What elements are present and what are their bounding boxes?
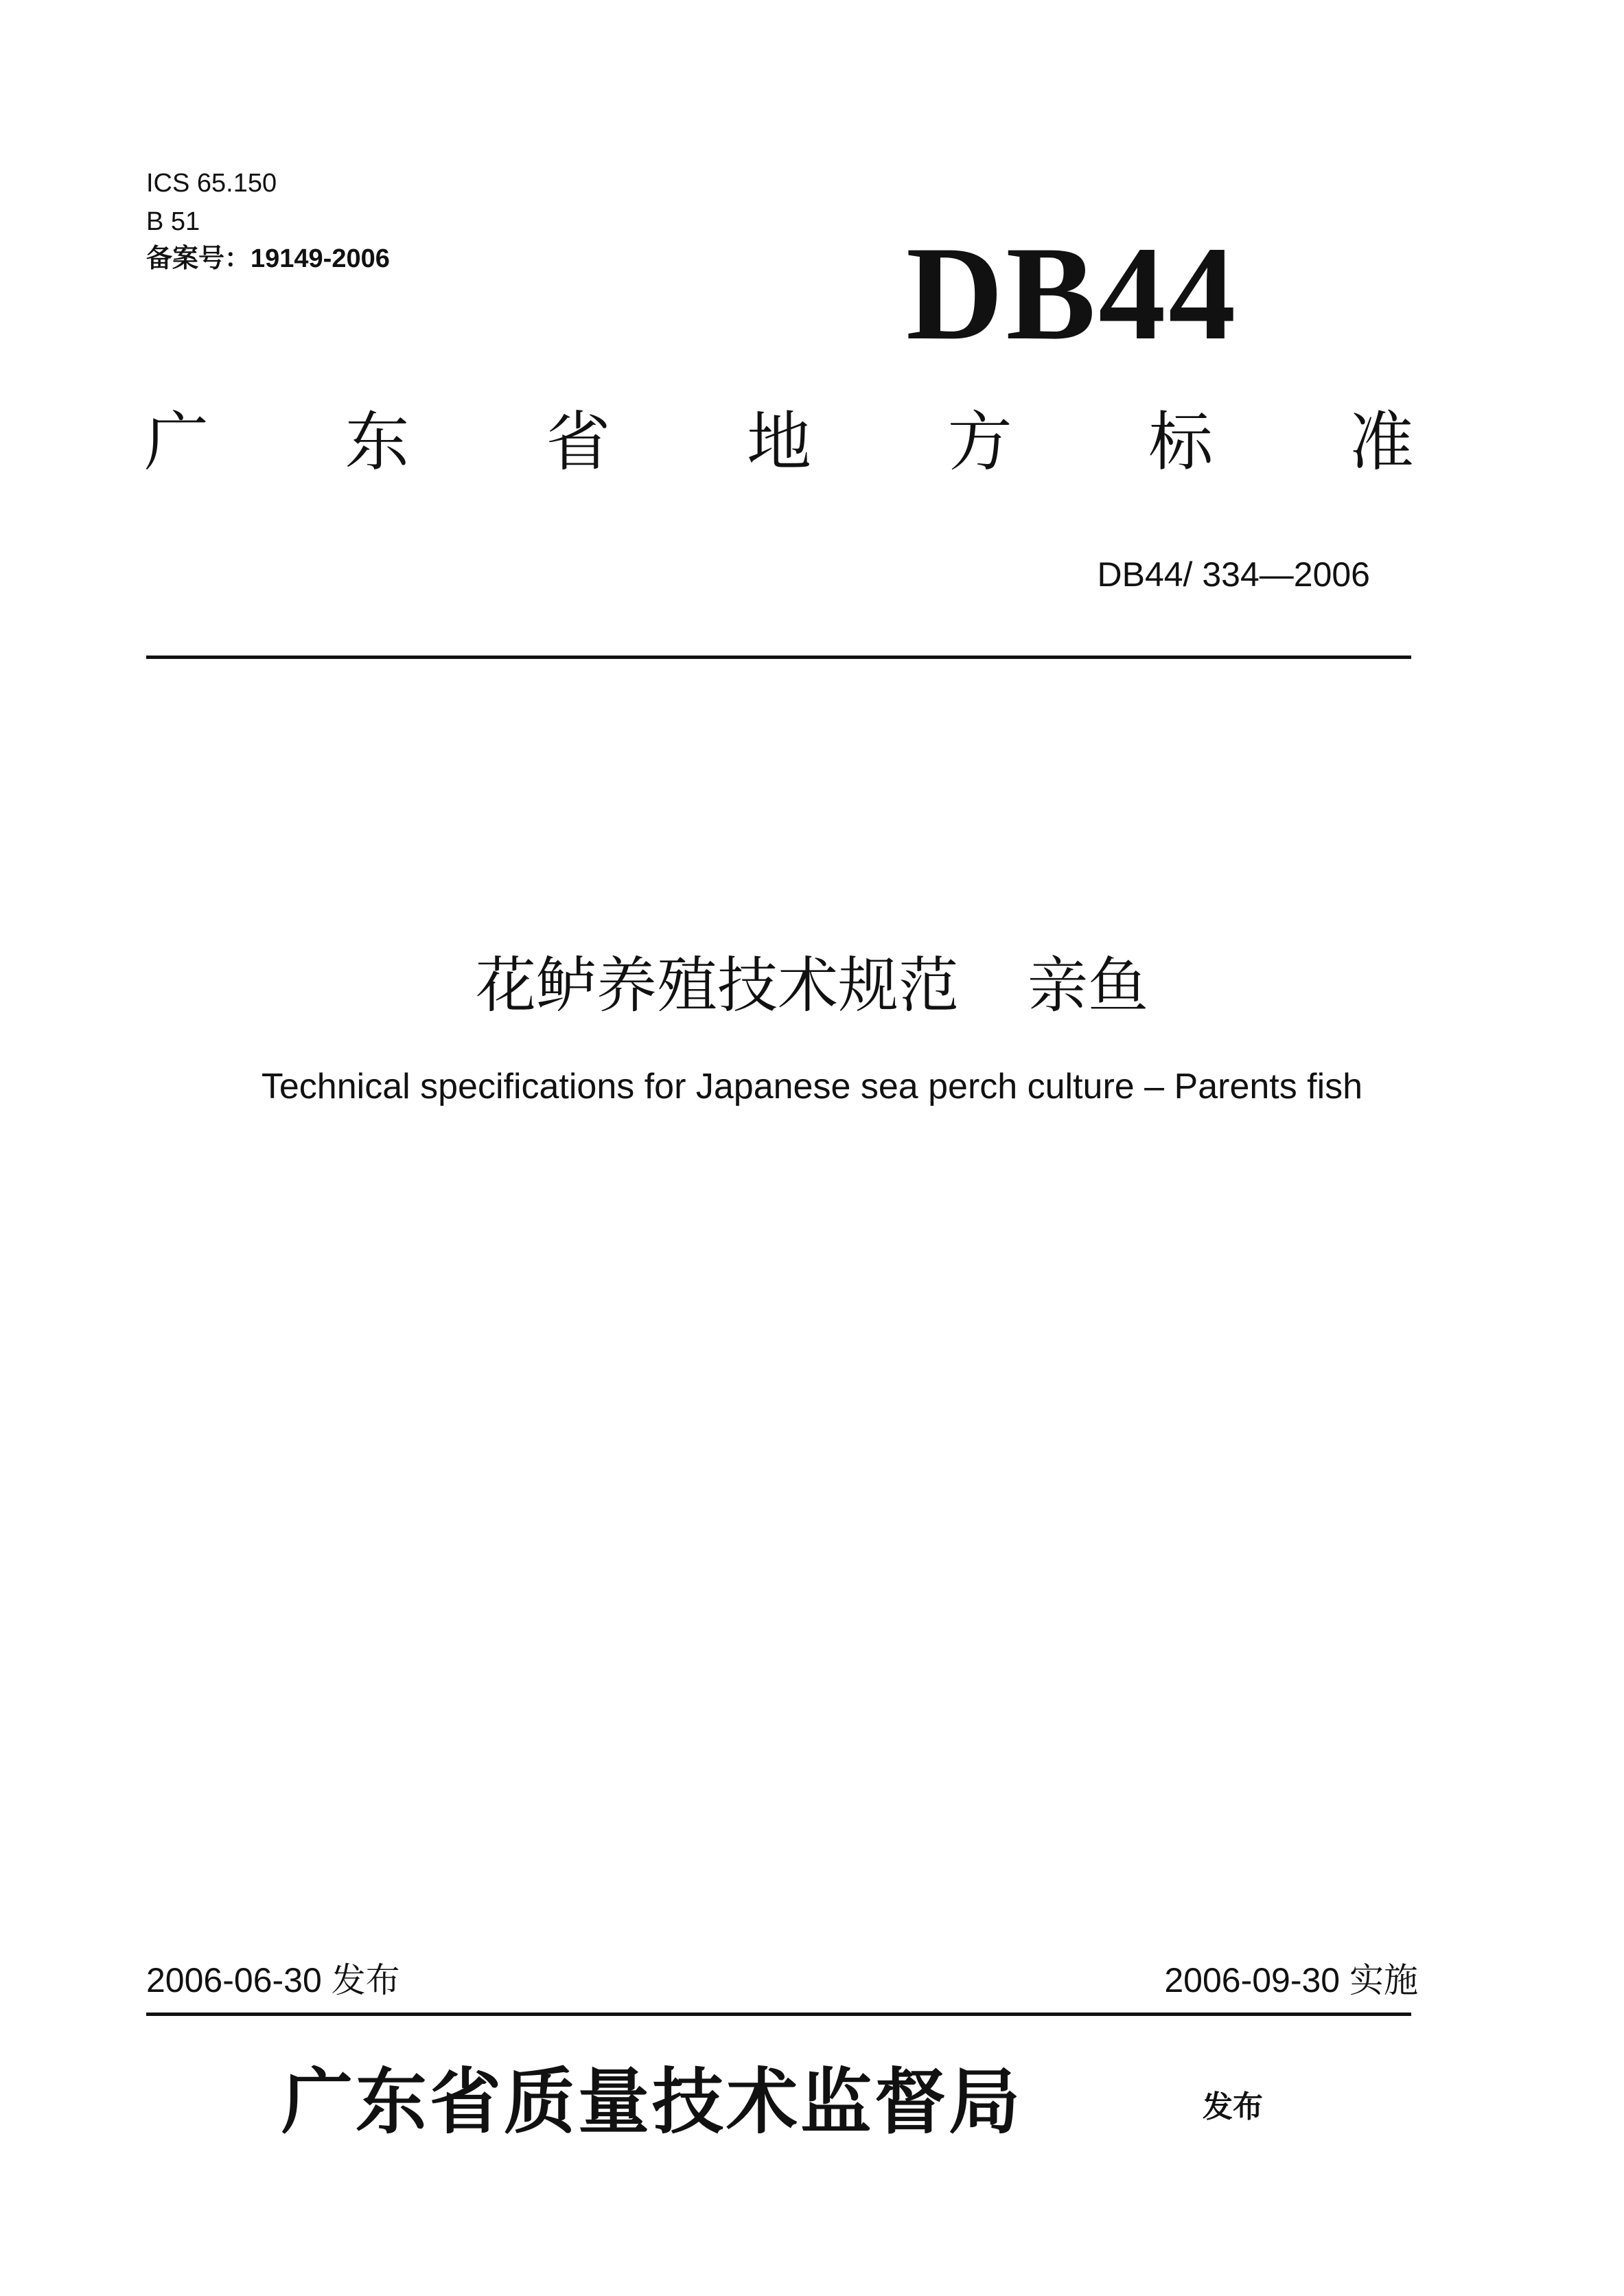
title-chinese: [0, 950, 1624, 1021]
standard-code-logo: DB44: [906, 219, 1239, 368]
standard-type-char: 广: [144, 405, 209, 480]
record-number: 备案号：19149-2006: [146, 244, 390, 273]
publish-label: 发布: [1203, 2089, 1263, 2124]
standard-type-char: 标: [1148, 405, 1214, 480]
standard-type-char: 东: [345, 405, 410, 480]
title-english: Technical specifications for Japanese sea perch culture – Parents fish: [261, 1067, 1363, 1106]
bottom-divider: [146, 2013, 1411, 2016]
publisher-name: 广东省质量技术监督局: [281, 2059, 1023, 2144]
standard-number: DB44/ 334—2006: [1097, 555, 1370, 594]
standard-type-heading: [144, 405, 1414, 480]
standard-type-char: 地: [746, 405, 811, 480]
implementation-date: 2006-09-30 实施: [1164, 1961, 1418, 1999]
title-chinese-main: 花鲈养殖技术规范: [475, 950, 959, 1021]
standard-type-char: 省: [546, 405, 611, 480]
issue-date: 2006-06-30 发布: [146, 1961, 400, 1999]
standard-type-char: 方: [947, 405, 1012, 480]
title-chinese-sub: 亲鱼: [1028, 950, 1149, 1021]
ics-code: ICS 65.150: [146, 169, 277, 198]
ccs-code: B 51: [146, 207, 200, 236]
standard-type-char: 准: [1349, 405, 1414, 480]
top-divider: [146, 656, 1411, 659]
